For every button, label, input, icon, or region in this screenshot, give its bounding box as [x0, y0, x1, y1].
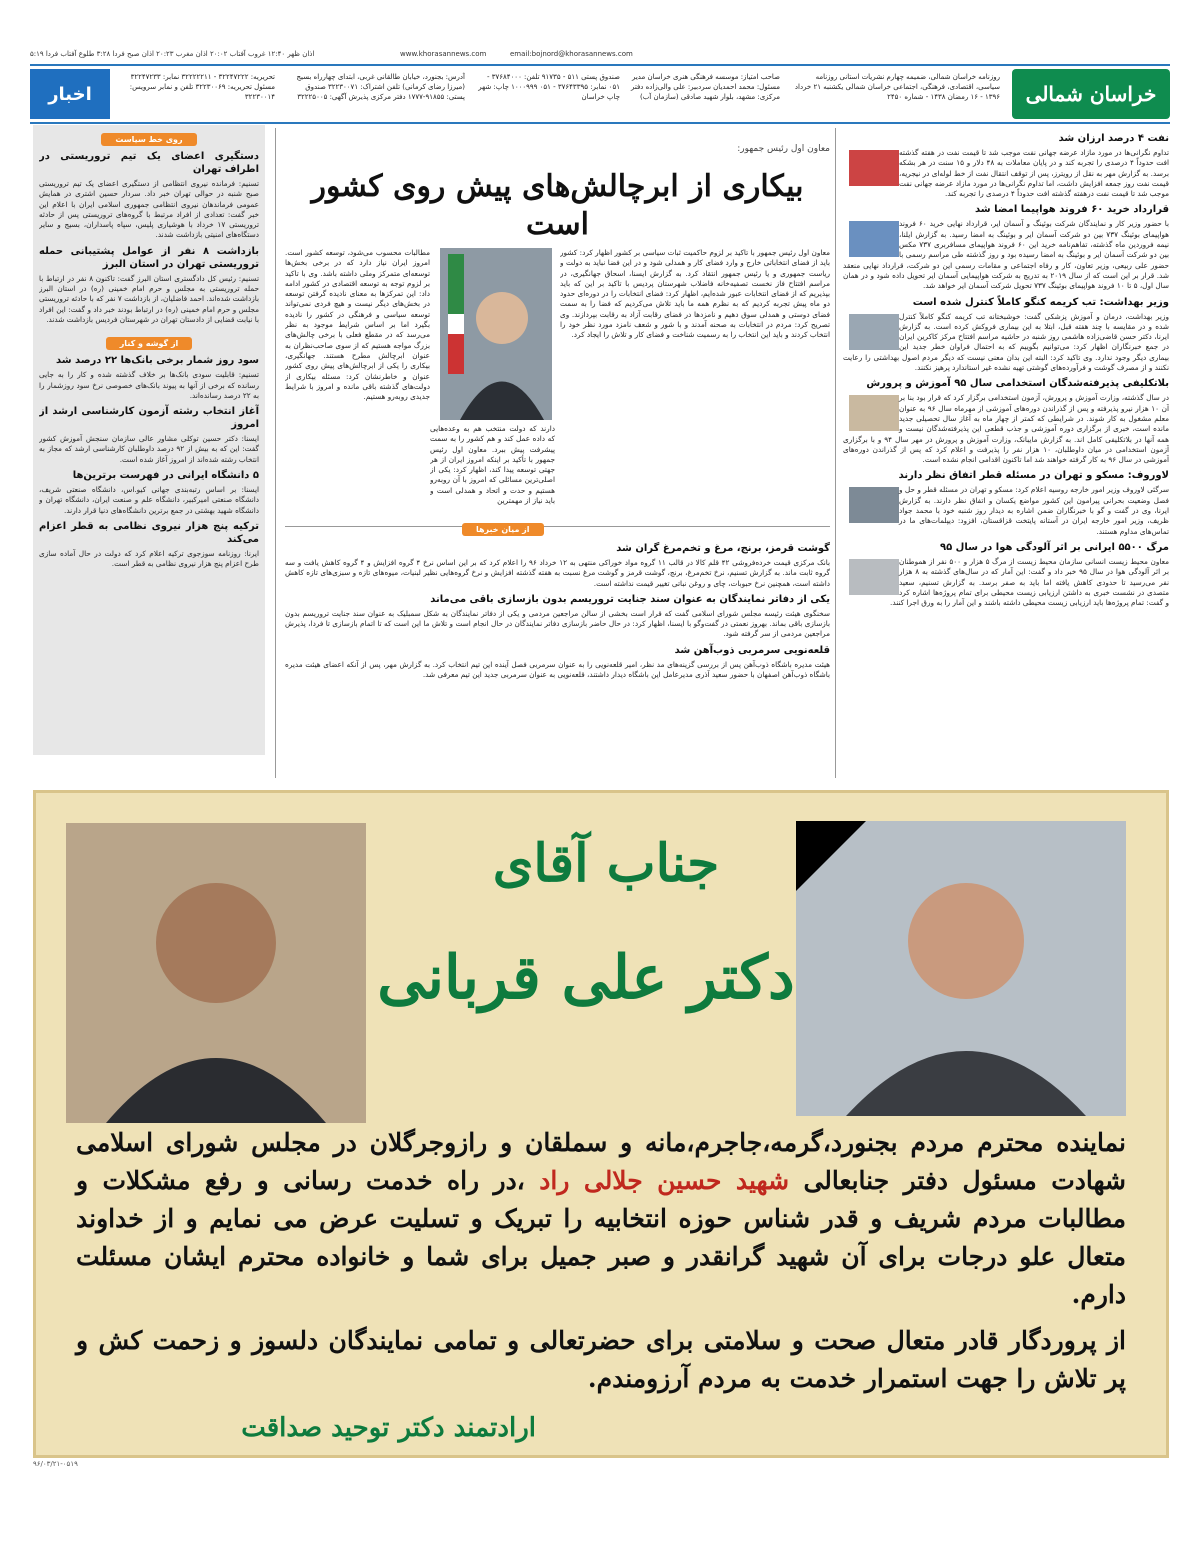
site-url[interactable]: www.khorasannews.com [400, 50, 487, 58]
section-divider [285, 526, 830, 527]
news-title[interactable]: آغاز انتخاب رشته آزمون کارشناسی ارشد از امروز [39, 406, 259, 431]
lead-text-left [285, 248, 430, 513]
ad-message-part1: نماینده محترم مردم بجنورد،گرمه،جاجرم،مانه و سملقان و رازوجرگلان در مجلس شورای اسلامی شهادت مسئول دفتر جنابعالی [76, 1128, 1126, 1195]
news-body: تسنیم: فرمانده نیروی انتظامی از دستگیری اعضای یک تیم تروریستی صبح شنبه در حوالی تهران خبر داد. سردار حسین اشتری در همایش عمومی فرماندهان نیروی انتظامی جمهوری اسلامی ایران با اعلام این خبر گفت: تعدادی از افراد مرتبط با گروه‌های تروریستی پس از حادثه تروریستی ۱۷ خرداد با هوشیاری پلیس، سپاه پاسداران، بسیج و سایر دستگاه‌های امنیتی بازداشت شدند. [39, 179, 259, 240]
politics-badge: روی خط سیاست [101, 133, 196, 146]
badge-wrap [39, 331, 259, 350]
section-label: اخبار [30, 69, 110, 119]
news-title[interactable]: بازداشت ۸ نفر از عوامل پشتیبانی حمله تروریستی تهران در استان البرز [39, 245, 259, 270]
news-body: تسنیم: قابلیت سودی بانک‌ها بر خلاف گذشته شده و کار را به جایی رسانده که برخی از آنها به پیوند بانک‌های خصوصی نرخ سود روزشمار را به ۲۲ درصد رسانده‌اند. [39, 370, 259, 400]
mid-news-block [285, 538, 830, 768]
news-thumb [849, 150, 899, 186]
news-title[interactable]: وزیر بهداشت: تب کریمه کنگو کاملاً کنترل شده است [912, 296, 1169, 308]
ad-photo-left [66, 823, 366, 1123]
lead-paragraph: معاون اول رئیس جمهور با تاکید بر لزوم حاکمیت ثبات سیاسی بر کشور اظهار کرد: کشور باید از فضای انتخاباتی خارج و وارد فضای کار و همدلی شود و در این فضا نباید به دولت و ریاست جمهوری و یا رئیس جمهور انتقاد کرد. به گزارش ایسنا، اسحاق جهانگیری، در مراسم افتتاح فاز نخست تصفیه‌خانه فاضلاب شهرستان پردیس با تاکید بر این که باید بپذیریم که از فضای انتخابات عبور شده‌ایم، اظهار کرد: فضای انتخابات را در دوره‌ای حدود دو ماه پیش تجربه کردیم که به نظرم همه ما باید تلاش می‌کردیم که فضا را به سمت فضای دوستی و همدلی سوق دهیم و نامزدها در فضای رقابت آزاد به رقابت بپردازند. وی تصریح کرد: مردم در انتخابات به صحنه آمدند و با شور و شعف نامزد مورد نظر خود را انتخاب کردند و باید این انتخاب را به رسمیت شناخت و فضای کار و تلاش را ایجاد کرد. [560, 248, 830, 340]
column-divider [835, 128, 836, 778]
lead-supertitle: معاون اول رئیس جمهور: [737, 144, 830, 154]
news-body: ایسنا: بر اساس رتبه‌بندی جهانی کیو.اس، دانشگاه صنعتی شریف، دانشگاه صنعتی امیرکبیر، دانشگاه علم و صنعت ایران، دانشگاه تهران و دانشگاه شهید بهشتی در جمع برترین دانشگاه‌های دنیا قرار دارند. [39, 485, 259, 515]
news-body: ایرنا: روزنامه سوزجوی ترکیه اعلام کرد که دولت در حال آماده سازی طرح اعزام پنج هزار نیروی نظامی به قطر است. [39, 548, 259, 569]
condolence-ad [33, 790, 1169, 1458]
news-body: بانک مرکزی قیمت خرده‌فروشی ۴۲ قلم کالا در قالب ۱۱ گروه مواد خوراکی منتهی به ۱۲ خرداد ۹۶ را اعلام کرد که بر این اساس نرخ ۴ گروه افزایش و ۴ گروه کاهش یافت و سه گروه ثابت ماند. به گزارش تسنیم، نرخ تخم‌مرغ، برنج، گوشت قرمز و گوشت مرغ نسبت به هفته گذشته افزایش و نرخ گروه‌هایی نظیر لبنیات، میوه‌های تازه و سبزی‌های تازه کاهش داشته است، همچنین نرخ حبوبات، چای و روغن نباتی تغییر قیمت نداشته است. [285, 558, 830, 588]
ad-message-part3: از پروردگار قادر متعال صحت و سلامتی برای حضرتعالی و تمامی نمایندگان دلسوز و زحمت کش و پر تلاش را جهت استمرار خدمت به مردم آرزومندم. [76, 1326, 1126, 1393]
news-body: در سال گذشته، وزارت آموزش و پرورش، آزمون استخدامی برگزار کرد که قرار بود بنا بر آن ۱۰ هزار نیرو پذیرفته و پس از گذراندن دوره‌های آموزشی از مهرماه سال ۹۶ به عنوان معلم مشغول به کار شوند. در شرایطی که کمتر از چهار ماه به آغاز سال تحصیلی جدید مانده است، خبری از برگزاری دوره آموزشی و جذب قطعی این پذیرفته‌شدگان نیست و همه آنها در بلاتکلیفی کامل اند. به گزارش مایبانک، وزارت آموزش و پرورش در مهر سال ۹۴ و با برگزاری آزمون استخدامی در میان داوطلبان، ۱۰ هزار نفر را پذیرفت و اعلام کرد که پس از گذراندن دوره‌های آموزشی در سال ۹۶ به کار گرفته خواهند شد اما تاکنون اقدامی انجام نشده است. [843, 393, 1169, 465]
news-body: تسنیم: رئیس کل دادگستری استان البرز گفت: تاکنون ۸ نفر در ارتباط با حمله تروریستی به مجلس و حرم امام خمینی (ره) در استان البرز بازداشت شده‌اند. احمد فاضلیان، از بازداشت ۷ نفر که با حادثه تروریستی مجلس و حرم امام خمینی (ره) در ارتباط بودند خبر داد و گفت: این افراد با نیابت قضایی از دادستان تهران در شهرستان فردیس بازداشت شدند. [39, 273, 259, 324]
ad-message-part2: ،در راه خدمت رسانی و رفع مشکلات و مطالبات مردم شریف و قدر شناس حوزه انتخابیه را تبریک و تسلیت عرض می نمایم و از خداوند متعال علو درجات برای آن شهید گرانقدر و صبر جمیل برای شما و خانواده محترم ایشان مسئلت دارم. [76, 1166, 1126, 1309]
person-silhouette-icon [66, 823, 366, 1123]
badge-wrap [39, 127, 259, 146]
news-body: ایسنا: دکتر حسین توکلی مشاور عالی سازمان سنجش آموزش کشور گفت: این که به بیش از ۹۲ درصد داوطلبان کارشناسی ارشد که مجاز به انتخاب رشته شده‌اند از امروز آغاز شده است. [39, 434, 259, 464]
news-thumb [849, 395, 899, 431]
newspaper-logo: خراسان شمالی [1012, 69, 1170, 119]
news-title[interactable]: مرگ ۵۵۰۰ ایرانی بر اثر آلودگی هوا در سال ۹۵ [939, 541, 1169, 553]
person-silhouette-icon [440, 248, 552, 420]
lead-headline[interactable]: بیکاری از ابرچالش‌های پیش روی کشور است [311, 169, 804, 242]
news-thumb [849, 559, 899, 595]
news-thumb [849, 314, 899, 350]
news-title[interactable]: قلعه‌نویی سرمربی ذوب‌آهن شد [674, 644, 830, 656]
martyr-name: شهید حسین جلالی راد [539, 1166, 790, 1195]
mid-news-badge-wrap [462, 517, 544, 536]
masthead-info-3: صندوق پستی ۵۱۱ - ۹۱۷۳۵ تلفن: ۳۷۶۸۴۰۰۰ - ۰۵۱ نمابر: ۳۷۶۴۳۳۹۵ - ۰۵۱ ۱۰۰۰۹۹۹ چاپ: شهر چاپ خراسان [478, 73, 620, 101]
column-divider [275, 128, 276, 778]
right-news-column [843, 128, 1169, 778]
news-body: معاون محیط زیست انسانی سازمان محیط زیست از مرگ ۵ هزار و ۵۰۰ نفر از هموطنان بر اثر آلودگی هوا در سال ۹۵ خبر داد و گفت: این آمار که در سال‌های گذشته به ۸ هزار نفر می‌رسید تا حدودی کاهش یافته اما باید به صفر برسد. به گزارش تسنیم، سعید متصدی در نشست خبری به داشتن ارزیابی زیست محیطی برای تمام پروژه‌ها اشاره کرد و گفت: تمام پروژه‌ها باید ارزیابی زیست محیطی داشته باشند و این آمار را به ورق اجرا کنند. [890, 556, 1169, 608]
lead-photo [440, 248, 552, 420]
ad-title-line1: جناب آقای [492, 833, 720, 894]
news-body: سرگئی لاوروف وزیر امور خارجه روسیه اعلام کرد: مسکو و تهران در مسئله قطر و حل و فصل وضعیت بحرانی پیرامون این کشور مواضع یکسان و اتفاق نظر دارند. به گزارش ایرنا، وی در گفت و گو با خبرنگاران ضمن اشاره به دیدار روز شنبه خود با محمد جواد ظریف، وزیر امور خارجه ایران در آستانه پایتخت قزاقستان، افزود: دیپلمات‌های ما در تماس‌های مداوم هستند. [899, 485, 1169, 536]
ad-title-line2: دکتر علی قربانی [377, 943, 795, 1013]
news-title[interactable]: ترکیه پنج هزار نیروی نظامی به قطر اعزام می‌کند [39, 520, 259, 545]
top-info-strip [30, 48, 1170, 62]
masthead-info-2: صاحب امتیاز: موسسه فرهنگی هنری خراسان مدیر مسئول: محمد احمدیان سردبیر: علی والی‌زاده دفتر مرکزی: مشهد، بلوار شهید صادقی (سازمان آب) [630, 73, 780, 101]
news-title[interactable]: دستگیری اعضای یک تیم تروریستی در اطراف تهران [39, 151, 259, 175]
news-body: سخنگوی هیئت رئیسه مجلس شورای اسلامی گفت که قرار است بخشی از سالن مراجعین مردمی و یکی از دفاتر نمایندگان به شکل سمبلیک به عنوان سند جنایت تروریسم بدون بازسازی باقی بماند. بهروز نعمتی در گفت‌وگو با ایسنا، اظهار کرد: در حال حاضر بازسازی دفاتر نمایندگان در حال انجام است و تلاش ما این است که تا اتمام بازسازی تا فردا، پذیرش مراجعین مردمی از سر گرفته شود. [285, 608, 830, 639]
mid-news-badge: از میان خبرها [462, 523, 544, 536]
news-title[interactable]: گوشت قرمز، برنج، مرغ و تخم‌مرغ گران شد [616, 543, 830, 554]
masthead-info-4: آدرس: بجنورد، خیابان طالقانی غربی، ابتدای چهارراه بسیج (میرزا رضای کرمانی) تلفن اشتراک: ۳۲۲۳۰۰۷۱ صندوق پستی: ۹۱۸۵۵-۱۷۷۷ دفتر مرکزی پذیرش آگهی: ۳۲۲۲۵۰۰۵ [296, 73, 465, 101]
masthead-info-1: روزنامه خراسان شمالی، ضمیمه چهارم نشریات استانی روزنامه سیاسی، اقتصادی، فرهنگی، اجتماعی خراسان شمالی یکشنبه ۲۱ خرداد ۱۳۹۶ - ۱۶ رمضان ۱۴۳۸ - شماره ۲۴۵۰ [794, 73, 1000, 101]
news-body: وزیر بهداشت، درمان و آموزش پزشکی گفت: خوشبختانه تب کریمه کنگو کاملاً کنترل شده و در مقایسه با چند هفته قبل، ابتلا به این بیماری فروکش کرده است. به گزارش ایرنا، دکتر حسن قاضی‌زاده هاشمی روز شنبه در حاشیه مراسم افتتاح مرکز کاکرین ایران در جمع خبرنگاران اظهار کرد: می‌توانیم بگوییم که به احتمال فراوان خطر جدید این بیماری دیگر وجود ندارد. وی تاکید کرد: البته این بدان معنی نیست که دیگر مردم اصول بهداشتی را رعایت نکنند و از مصرف گوشت و فرآورده‌های گوشتی تهیه نشده غیر استاندارد پرهیز نکنند. [843, 311, 1169, 373]
lead-paragraph: دارند که دولت منتخب هم به وعده‌هایی که داده عمل کند و هم کشور را به سمت پیشرفت پیش ببرد. معاون اول رئیس جمهور با تأکید بر اینکه امروز ایران از هر جهتی توسعه پیدا کند، اظهار کرد: یکی از اصلی‌ترین مسائلی که امروز با آن روبه‌رو هستیم و حدت و اتحاد و همدلی است و باید نیاز از مهمترین [430, 424, 555, 506]
news-thumb [849, 487, 899, 523]
masthead [30, 64, 1170, 124]
ad-code: ۹۶/۰۳/۲۱-۰۵۱۹ [33, 1460, 78, 1468]
ad-signature: ارادتمند دکتر توحید صداقت [241, 1413, 536, 1443]
lead-text-right [560, 248, 830, 513]
news-title[interactable]: قرارداد خرید ۶۰ فروند هواپیما امضا شد [974, 204, 1169, 216]
news-body: با حضور وزیر کار و نمایندگان شرکت بوئینگ و آسمان ایر، قرارداد نهایی خرید ۶۰ فروند هواپیمای بوئینگ ۷۳۷ بین دو شرکت آسمان ایر و بوئینگ به امضا رسید. به گزارش ایلنا، نیمه فروردین ماه گذشته، تفاهم‌نامه خرید این ۶۰ فروند هواپیمای مسافربری ۷۳۷ مکس بین دو شرکت آسمان ایر و بوئینگ به امضا رسیده بود و روز گذشته طی مراسم رسمی با حضور علی ربیعی، وزیر تعاون، کار و رفاه اجتماعی و مقامات رسمی این دو شرکت، قرارداد نهایی منعقد شد. قرار بر این است که از سال ۲۰۱۹ به تدریج به شرکت هواپیمایی آسمان ایر تحویل داده شود و در همان سال اول، ۵ تا ۱۰ فروند هواپیمای بوئینگ ۷۳۷ تحویل شرکت آسمان ایر خواهد شد. [843, 219, 1169, 291]
lead-text-middle [430, 424, 555, 514]
news-thumb [849, 221, 899, 257]
masthead-info-5: تحریریه: ۳۲۲۴۷۲۲۲ - ۳۲۲۲۲۲۱۱ نمابر: ۳۲۲۴۷۲۳۳ مسئول تحریریه: ۳۲۲۳۰۰۶۹ تلفن و نمابر سرویس: ۳۲۲۳۰۰۱۴ [129, 73, 275, 101]
news-title[interactable]: سود روز شمار برخی بانک‌ها ۲۲ درصد شد [55, 355, 259, 367]
news-body: تداوم نگرانی‌ها در مورد مازاد عرضه جهانی نفت موجب شد تا قیمت نفت در هفته گذشته افت حدوداً ۴ درصدی را تجربه کند و در پایان معاملات به ۴۸ دلار و ۱۵ سنت در هر بشکه برسد. به گزارش مهر به نقل از رویترز، پس از توقف انتقال نفت از خط لوله‌ای در نیجریه، قیمت نفت روز جمعه افزایش داشت، اما تداوم نگرانی‌ها در مورد مازاد عرضه جهانی نفت موجب شد تا قیمت نفت درهفته گذشته افت حدوداً ۴ درصدی را تجربه کند. [899, 148, 1169, 199]
news-body: هیئت مدیره باشگاه ذوب‌آهن پس از بررسی گزینه‌های مد نظر، امیر قلعه‌نویی را به عنوان سرمربی فصل آینده این تیم انتخاب کرد. به گزارش مهر، پس از آنکه اعضای هیئت مدیره باشگاه ذوب‌آهن اصفهان با حضور سعید آذری مدیرعامل این باشگاه دیدار داشتند، قلعه‌نویی به عنوان سرمربی جدید این تیم معرفی شد. [285, 659, 830, 680]
lead-paragraph: مطالبات محسوب می‌شود، توسعه کشور است. امروز ایران نیاز دارد که در برخی بخش‌ها توسعه‌ای متمرکز وملی داشته باشد. وی با تاکید بر لزوم توجه به توسعه اقتصادی در کشور ادامه داد: این تمرکزها به معنای نادیده گرفتن توسعه در بخش‌های دیگر نیست و هیچ فردی نمی‌تواند توسعه سیاسی و فرهنگی در کشور را نادیده بگیرد اما بر اساس شرایط موجود به نظر می‌رسد که در مقطع فعلی با برخی چالش‌های بزرگ مواجه هستیم که از سوی صاحب‌نظران به عنوان ابرچالش مطرح هستند. جهانگیری، بیکاری را یکی از ابرچالش‌های پیش روی کشور عنوان و خاطرنشان کرد: مسئله بیکاری از دولت‌های گذشته باقی مانده و امروز با شرایط جدیدی روبه‌رو هستیم. [285, 248, 430, 402]
corners-badge: از گوشه و کنار [106, 337, 193, 350]
prayer-times: اذان ظهر ۱۲:۴۰ غروب آفتاب ۲۰:۰۲ اذان مغرب ۲۰:۲۳ اذان صبح فردا ۳:۲۸ طلوع آفتاب فردا ۵:۱۹ [30, 50, 315, 58]
news-title[interactable]: ۵ دانشگاه ایرانی در فهرست برترین‌ها [72, 470, 259, 482]
left-sidebar-content [39, 125, 259, 755]
person-silhouette-icon [796, 821, 1126, 1116]
left-sidebar [33, 125, 265, 755]
news-title[interactable]: نفت ۴ درصد ارزان شد [1058, 133, 1169, 144]
news-title[interactable]: بلاتکلیفی پذیرفته‌شدگان استخدامی سال ۹۵ آموزش و پرورش [866, 378, 1169, 390]
ad-message [76, 1124, 1126, 1398]
email[interactable]: email:bojnord@khorasannews.com [510, 50, 633, 58]
news-title[interactable]: یکی از دفاتر نمایندگان به عنوان سند جنایت تروریسم بدون بازسازی باقی می‌ماند [430, 593, 830, 605]
ad-photo-right [796, 821, 1126, 1116]
news-title[interactable]: لاوروف: مسکو و تهران در مسئله قطر اتفاق نظر دارند [898, 470, 1169, 482]
